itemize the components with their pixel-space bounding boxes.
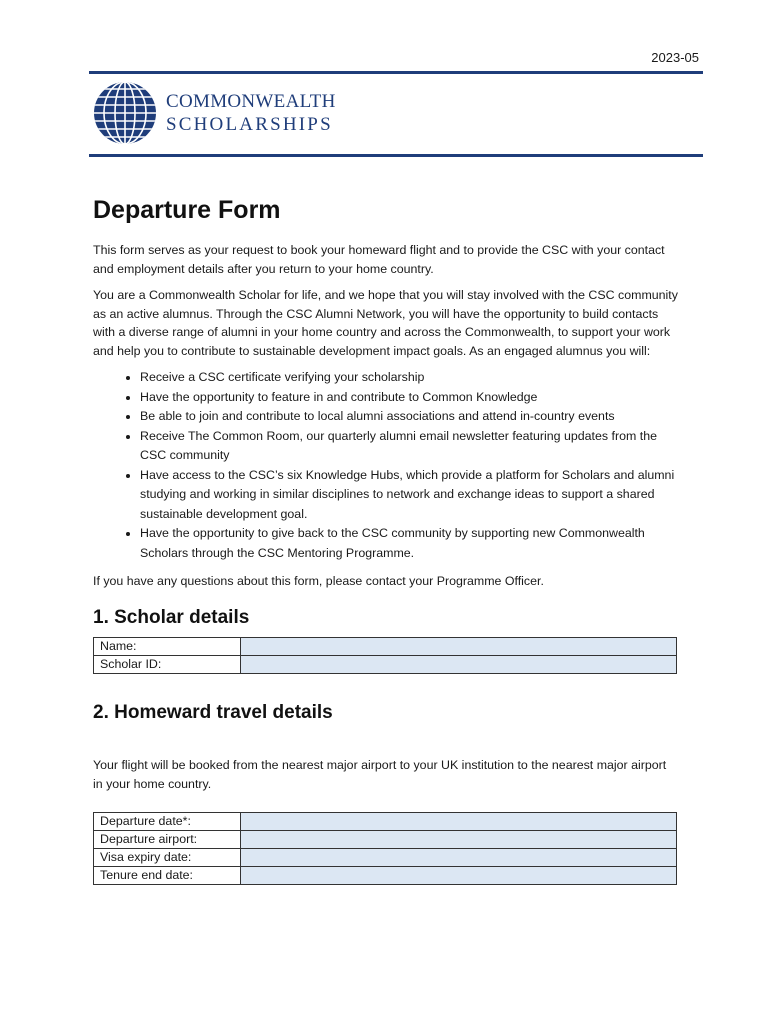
departure-airport-field[interactable] [241,830,677,848]
questions-note: If you have any questions about this form, please contact your Programme Officer. [93,574,544,588]
list-item: • Have the opportunity to feature in and contribute to Common Knowledge [140,388,679,408]
page-title: Departure Form [93,196,281,224]
globe-icon [92,80,158,146]
scholar-id-field[interactable] [241,655,677,673]
section-heading-homeward-travel: 2. Homeward travel details [93,701,333,723]
name-field[interactable] [241,637,677,655]
visa-expiry-date-field[interactable] [241,848,677,866]
list-item: • Have access to the CSC’s six Knowledge Hubs, which provide a platform for Scholars and alumni studying and working in similar disciplines to network and exchange ideas to support a shared sustainable development goal. [140,466,679,525]
logo-line-2: SCHOLARSHIPS [166,114,333,135]
list-item: • Receive The Common Room, our quarterly alumni email newsletter featuring updates from the CSC community [140,427,679,466]
departure-date-field[interactable] [241,812,677,830]
intro-paragraph-2: You are a Commonwealth Scholar for life, and we hope that you will stay involved with the CSC community as an active alumnus. Through the CSC Alumni Network, you will have the opportunity to build contacts with a diverse range of alumni in your home country and across the Commonwealth, to support your work and help you to contribute to sustainable development impact goals. As an engaged alumnus you will: [93,288,678,358]
travel-intro: Your flight will be booked from the nearest major airport to your UK institution to the nearest major airport in your home country. [93,757,667,791]
table-row [94,830,677,848]
field-label: Visa expiry date: [94,848,241,866]
scholar-details-table [93,637,677,674]
benefits-list [93,368,679,563]
tenure-end-date-field[interactable] [241,866,677,884]
document-code: 2023-05 [651,50,699,65]
field-label: Departure airport: [94,830,241,848]
table-row [94,812,677,830]
field-label: Scholar ID: [94,655,241,673]
commonwealth-scholarships-logo [92,80,336,146]
table-row [94,637,677,655]
field-label: Tenure end date: [94,866,241,884]
intro-paragraph-1: This form serves as your request to book your homeward flight and to provide the CSC with your contact and employment details after you return to your home country. [93,243,665,276]
field-label: Departure date*: [94,812,241,830]
list-item: • Have the opportunity to give back to the CSC community by supporting new Commonwealth Scholars through the CSC Mentoring Programme. [140,524,679,563]
travel-details-table [93,812,677,885]
section-heading-scholar-details: 1. Scholar details [93,606,250,628]
table-row [94,655,677,673]
list-item: • Receive a CSC certificate verifying your scholarship [140,368,679,388]
header-top-rule [89,71,703,74]
table-row [94,866,677,884]
header-bottom-rule [89,154,703,157]
list-item: • Be able to join and contribute to local alumni associations and attend in-country events [140,407,679,427]
logo-line-1: COMMONWEALTH [166,91,336,112]
field-label: Name: [94,637,241,655]
table-row [94,848,677,866]
form-body [93,196,679,885]
